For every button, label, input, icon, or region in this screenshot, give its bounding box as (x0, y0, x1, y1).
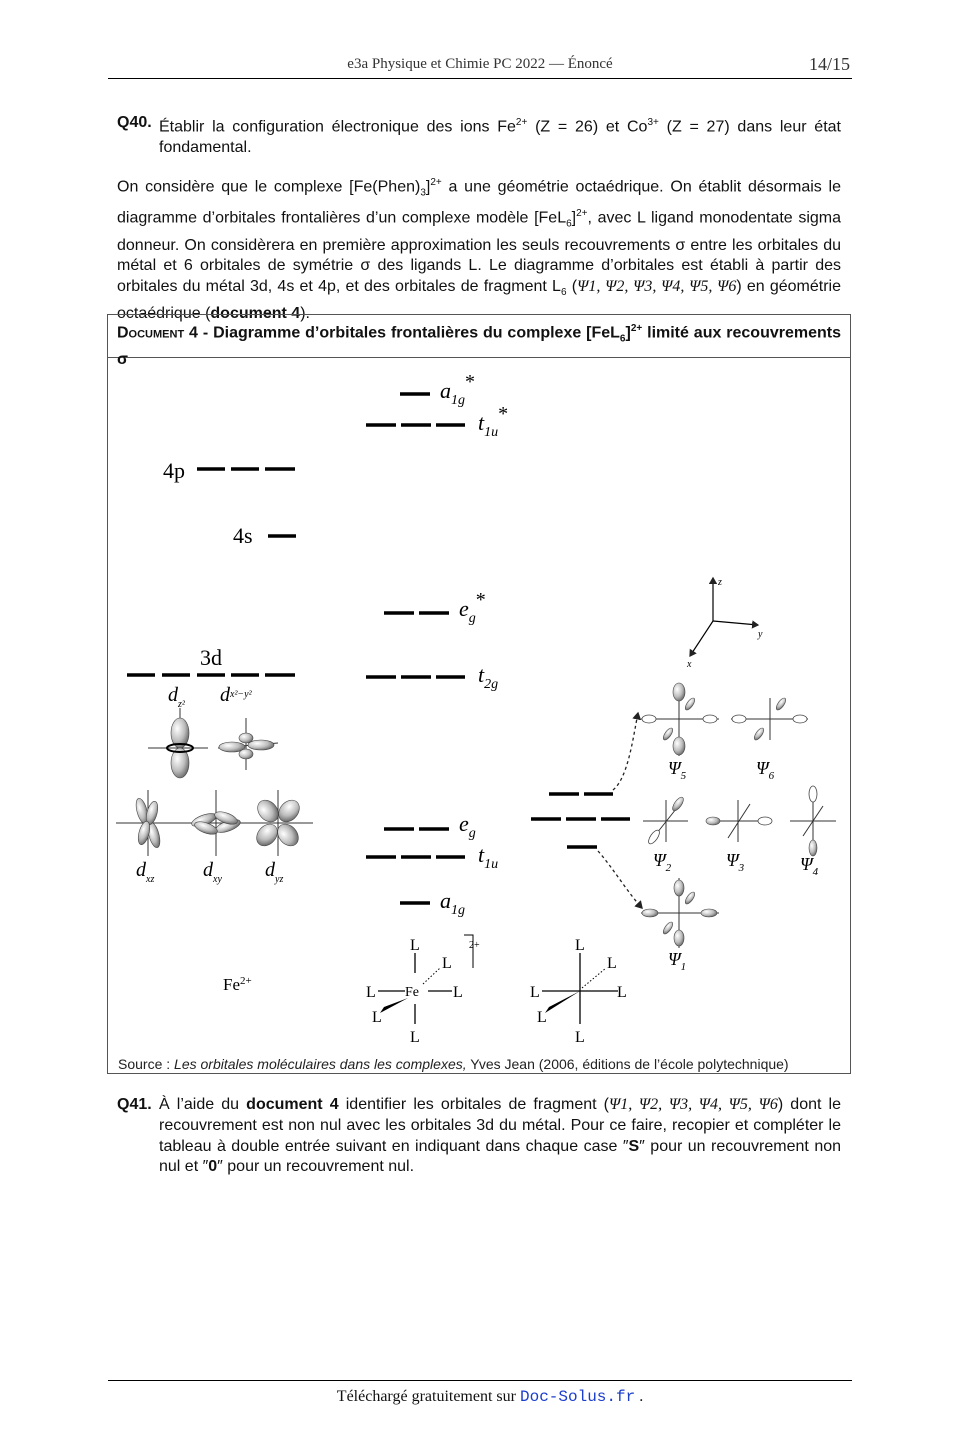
question-40 (117, 113, 841, 159)
label-t1u: $t_{1u}$ (478, 842, 499, 872)
label-eg: $e_g$ (459, 811, 476, 841)
label-fe-ion: $Fe^{2+}$ (223, 975, 252, 994)
orbital-dx2y2-picture (218, 718, 278, 770)
label-a1g: $a_{1g}$ (440, 888, 465, 918)
svg-text:L: L (453, 984, 463, 1001)
psi3-picture (706, 800, 772, 842)
ligand-structure (530, 937, 627, 1046)
complex-structure (366, 935, 480, 1046)
orbital-dyz-picture (248, 790, 313, 856)
label-a1g-star: $a_{1g}*$ (440, 371, 475, 408)
label-dxy: $d_{xy}$ (203, 859, 222, 885)
label-4s: 4s (233, 523, 253, 548)
svg-text:L: L (617, 984, 627, 1001)
label-psi4: $\Psi_4$ (800, 854, 819, 878)
psi5-picture (641, 683, 719, 756)
svg-text:L: L (442, 955, 452, 972)
svg-text:L: L (537, 1009, 547, 1026)
label-dz2: $d_{z^2}$ (168, 684, 185, 710)
label-dyz: $d_{yz}$ (265, 859, 284, 885)
svg-text:Fe: Fe (405, 985, 419, 1000)
orbital-diagram (108, 358, 850, 1058)
svg-text:L: L (372, 1009, 382, 1026)
footer-link[interactable]: Doc-Solus.fr (519, 1388, 636, 1406)
orbital-dxy-picture (183, 790, 248, 856)
svg-text:L: L (607, 955, 617, 972)
label-dxz: $d_{xz}$ (136, 859, 155, 885)
label-4p: 4p (163, 458, 185, 483)
question-label: Q41. (117, 1096, 152, 1113)
label-eg-star: $e_g*$ (459, 589, 486, 626)
ligand-levels (531, 794, 630, 847)
document-source: Source : Les orbitales moléculaires dans les complexes, Yves Jean (2006, éditions de l’école polytechnique) (118, 1056, 789, 1072)
psi6-picture (731, 697, 808, 742)
svg-text:L: L (575, 937, 585, 954)
label-psi3: $\Psi_3$ (726, 850, 745, 874)
psi2-picture (643, 795, 688, 845)
svg-text:L: L (410, 937, 420, 954)
axis-y-label: y (758, 629, 763, 640)
orbital-dz2-picture (148, 708, 208, 778)
svg-text:L: L (410, 1029, 420, 1046)
svg-text:L: L (575, 1029, 585, 1046)
header-title: e3a Physique et Chimie PC 2022 — Énoncé (347, 56, 613, 72)
axis-x-label: x (687, 659, 692, 670)
page-footer: Téléchargé gratuitement sur Doc-Solus.fr . (336, 1388, 644, 1406)
document-title: Document 4 - Diagramme d’orbitales frontalières du complexe $[FeL_6]^{2+}$ limité aux recouvrements σ (108, 315, 850, 358)
orbital-dxz-picture (116, 790, 183, 856)
svg-text:L: L (366, 984, 376, 1001)
label-t2g: $t_{2g}$ (478, 662, 499, 692)
question-text: Établir la configuration électronique des ions $Fe^{2+}$ (Z = 26) et $Co^{3+}$ (Z = 27) dans leur état fondamental. (159, 117, 841, 157)
axis-z-label: z (718, 577, 722, 588)
document-4 (107, 314, 851, 1074)
psi4-picture (790, 786, 836, 856)
psi1-picture (641, 878, 719, 948)
label-psi5: $\Psi_5$ (668, 758, 687, 782)
label-psi1: $\Psi_1$ (668, 949, 687, 973)
correlation-arrows (598, 713, 642, 908)
label-psi6: $\Psi_6$ (756, 758, 775, 782)
axes-reference (690, 578, 758, 656)
page-number: 14/15 (808, 54, 850, 74)
svg-text:2+: 2+ (469, 940, 480, 951)
page-header (108, 54, 852, 79)
question-41 (117, 1095, 841, 1178)
label-t1u-star: $t_{1u}*$ (478, 403, 509, 440)
question-text: À l’aide du document 4 identifier les orbitales de fragment (Ψ1, Ψ2, Ψ3, Ψ4, Ψ5, Ψ6) dont le recouvrement est non nul avec les orbitales 3d du métal. Pour ce faire, recopier et compléter le tableau à double entrée suivant en indiquant dans chaque case ″S″ pour un recouvrement non nul et ″0″ pour un recouvrement nul. (159, 1096, 842, 1176)
label-3d: 3d (200, 645, 222, 670)
svg-text:L: L (530, 984, 540, 1001)
label-psi2: $\Psi_2$ (653, 850, 672, 874)
question-label: Q40. (117, 114, 152, 131)
intro-paragraph: On considère que le complexe $[Fe(Phen)_3]^{2+}$ a une géométrie octaédrique. On établit désormais le diagramme d’orbitales frontalières d’un complexe modèle $[FeL_6]^{2+}$, avec L ligand monodentate sigma donneur. On considèrera en première approximation les seuls recouvrements σ entre les orbitales du métal et 6 orbitales de symétrie σ des ligands L. Le diagramme d’orbitales est établi à partir des orbitales du métal 3d, 4s et 4p, et des orbitales de fragment $L_6$ (Ψ1, Ψ2, Ψ3, Ψ4, Ψ5, Ψ6) en géométrie octaédrique (document 4). (117, 177, 842, 323)
label-dx2y2: $d^{x^2-y^2}$ (220, 684, 252, 706)
footer-rule (108, 1380, 852, 1381)
